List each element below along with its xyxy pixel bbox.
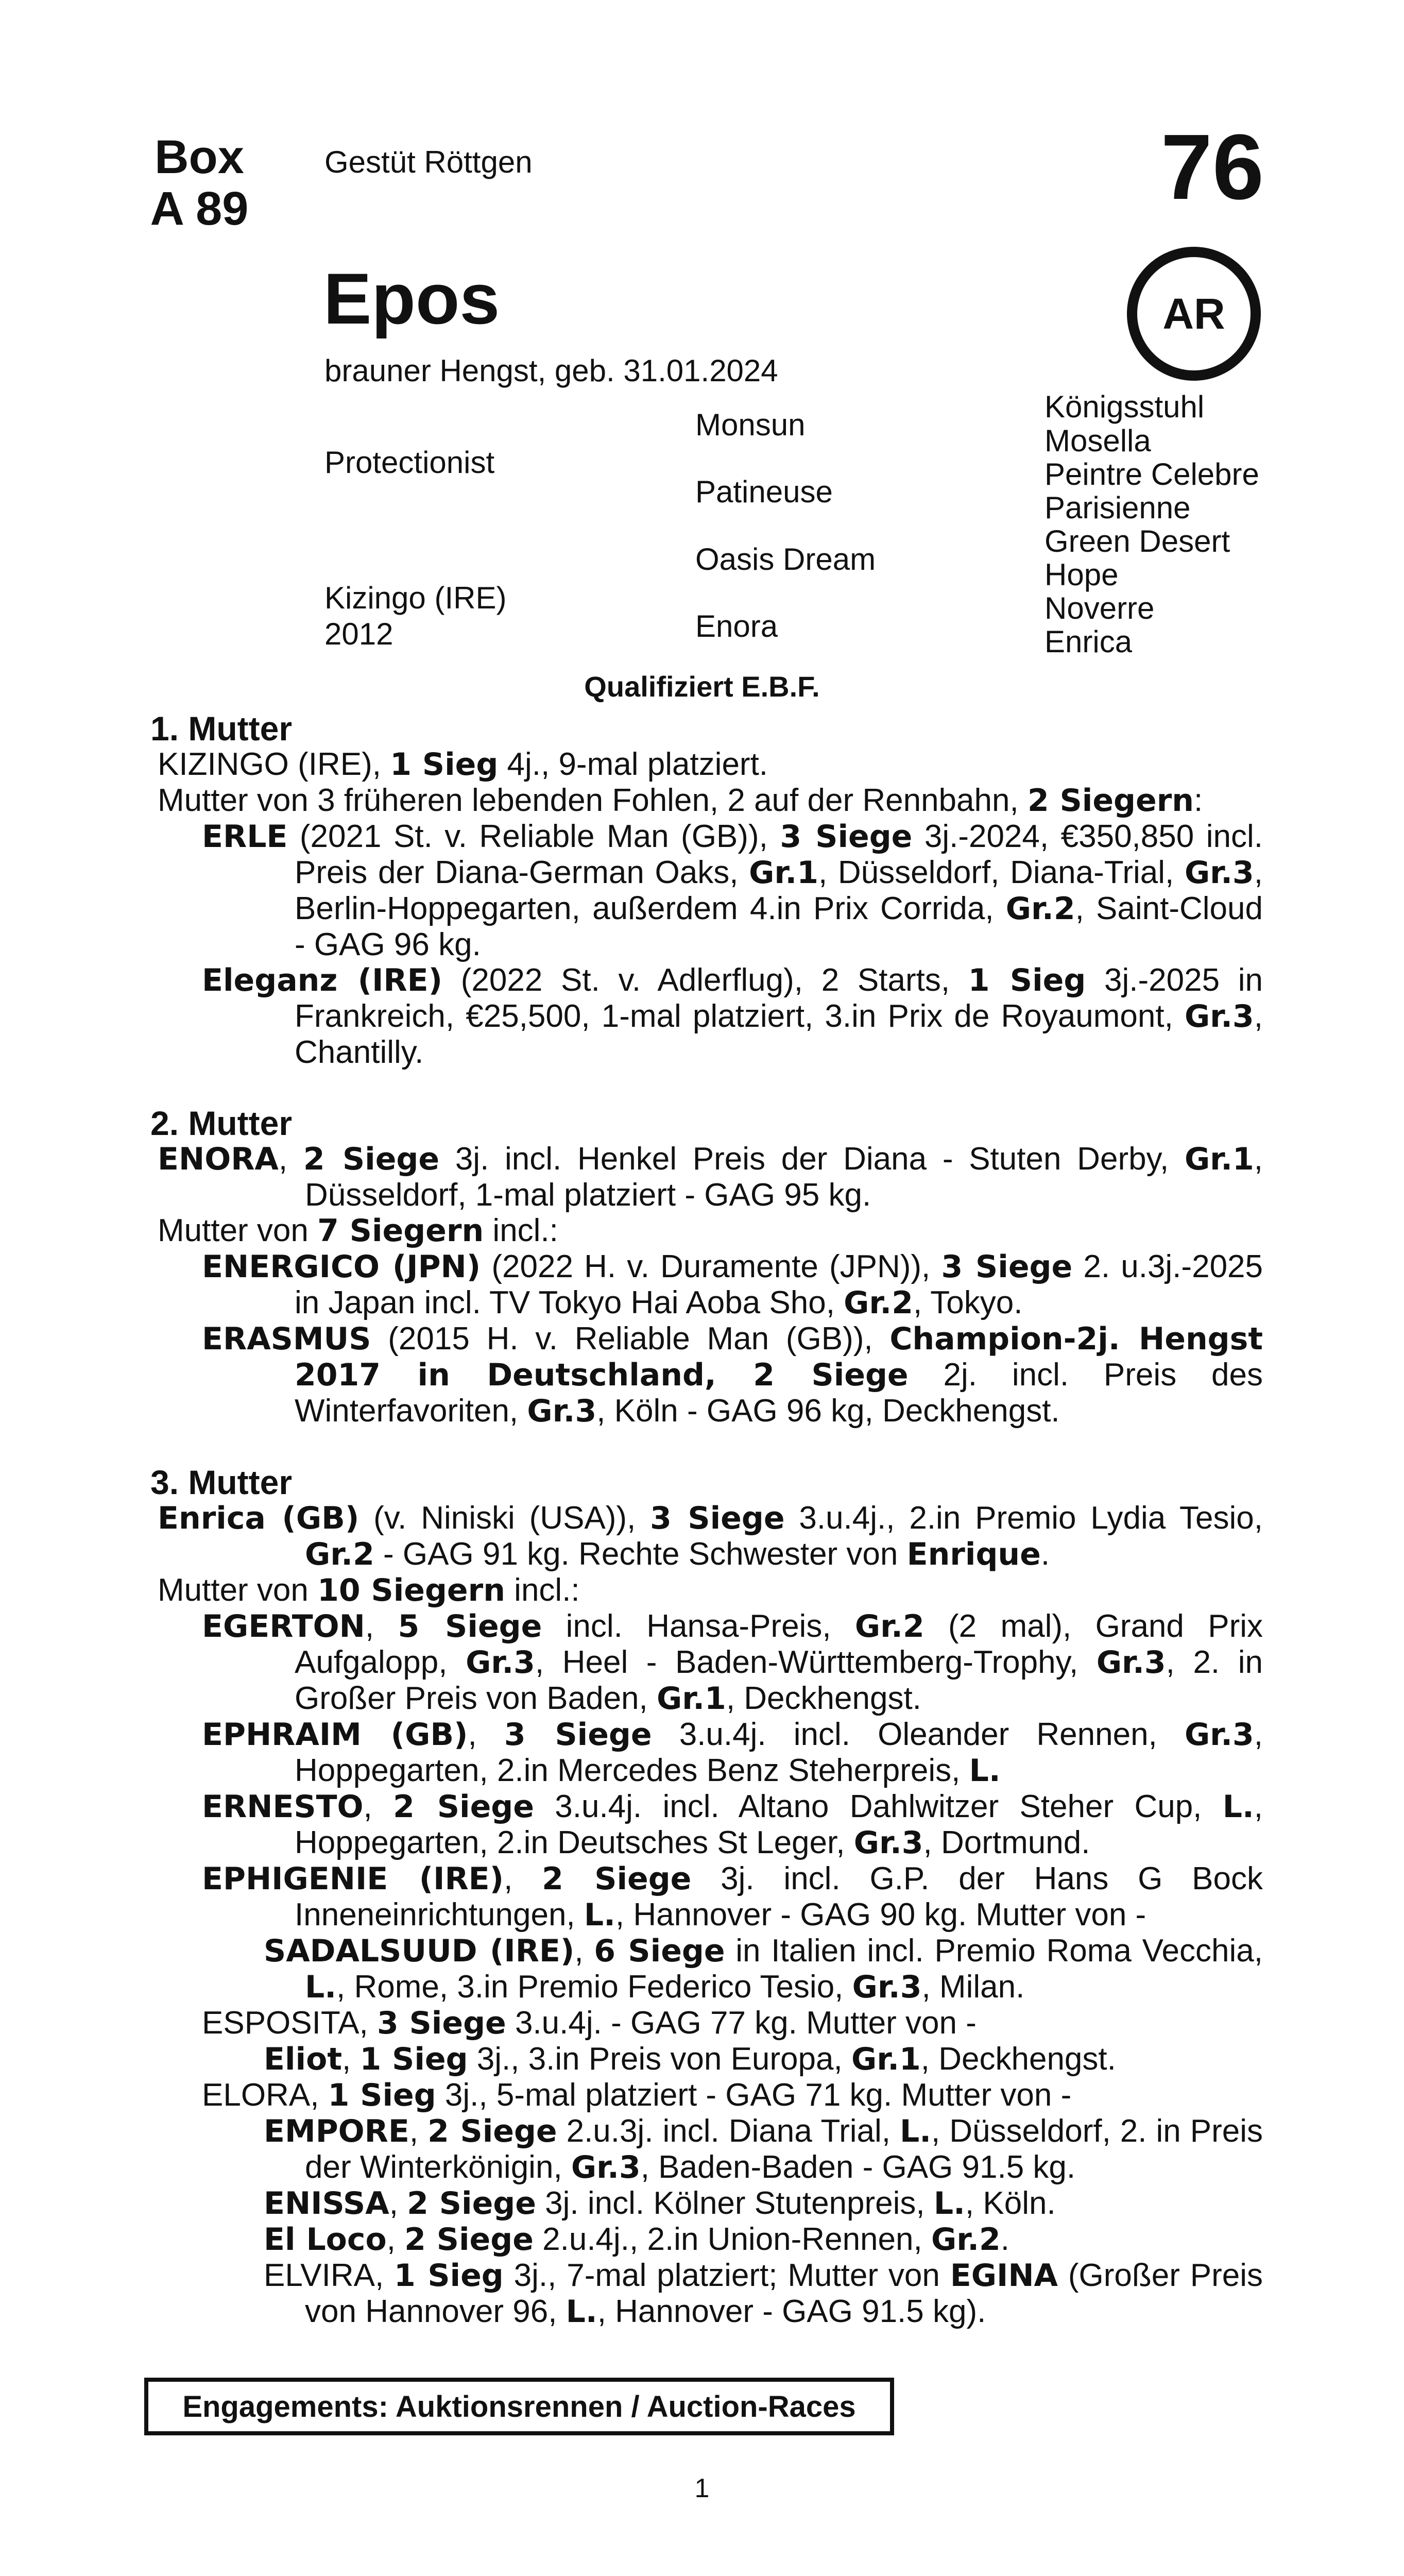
grand-offspring-entry: EMPORE, 2 Siege 2.u.3j. incl. Diana Trial, L., Düsseldorf, 2. in Preis der Winterkönigin, Gr.3, Baden-Baden - GAG 91.5 kg.	[264, 2113, 1263, 2185]
qualification: Qualifiziert E.B.F.	[584, 670, 820, 703]
pedigree-great-grandparent: Parisienne	[1045, 490, 1191, 525]
pedigree-great-grandparent: Noverre	[1045, 591, 1155, 625]
breeder: Gestüt Röttgen	[324, 145, 533, 179]
pedigree-grandparent: Patineuse	[695, 474, 833, 509]
pedigree-dam-year: 2012	[324, 617, 393, 651]
engagements-box: Engagements: Auktionsrennen / Auction-Races	[144, 2378, 894, 2435]
offspring-entry: EPHIGENIE (IRE), 2 Siege 3j. incl. G.P. der Hans G Bock Inneneinrichtungen, L., Hannover - GAG 90 kg. Mutter von -	[202, 1861, 1263, 1933]
second-dam-produce: Mutter von 7 Siegern incl.:	[158, 1213, 558, 1249]
offspring-entry: ERLE (2021 St. v. Reliable Man (GB)), 3 Siege 3j.-2024, €350,850 incl. Preis der Diana-German Oaks, Gr.1, Düsseldorf, Diana-Trial, Gr.3, Berlin-Hoppegarten, außerdem 4.in Prix Corrida, Gr.2, Saint-Cloud - GAG 96 kg.	[202, 819, 1263, 962]
second-dam-heading: 2. Mutter	[150, 1104, 293, 1142]
first-dam-line: KIZINGO (IRE), 1 Sieg 4j., 9-mal platziert.	[158, 747, 768, 783]
pedigree-dam: Kizingo (IRE)	[324, 581, 507, 615]
grand-offspring-entry: ELVIRA, 1 Sieg 3j., 7-mal platziert; Mutter von EGINA (Großer Preis von Hannover 96, L., Hannover - GAG 91.5 kg).	[264, 2258, 1263, 2330]
pedigree-sire: Protectionist	[324, 445, 495, 480]
pedigree-grandparent: Monsun	[695, 408, 806, 442]
offspring-entry: ESPOSITA, 3 Siege 3.u.4j. - GAG 77 kg. Mutter von -	[202, 2005, 977, 2041]
grand-offspring-entry: El Loco, 2 Siege 2.u.4j., 2.in Union-Rennen, Gr.2.	[264, 2222, 1010, 2258]
family-section	[150, 711, 1263, 2330]
pedigree-great-grandparent: Hope	[1045, 557, 1119, 592]
pedigree-great-grandparent: Peintre Celebre	[1045, 457, 1259, 492]
offspring-entry: ERASMUS (2015 H. v. Reliable Man (GB)), Champion-2j. Hengst 2017 in Deutschland, 2 Siege 2j. incl. Preis des Winterfavoriten, Gr.3, Köln - GAG 96 kg, Deckhengst.	[202, 1321, 1263, 1429]
grand-offspring-entry: SADALSUUD (IRE), 6 Siege in Italien incl. Premio Roma Vecchia, L., Rome, 3.in Premio Federico Tesio, Gr.3, Milan.	[264, 1933, 1263, 2005]
pedigree-grandparent: Enora	[695, 609, 778, 643]
horse-name: Epos	[323, 258, 500, 339]
third-dam-heading: 3. Mutter	[150, 1463, 293, 1501]
offspring-entry: Eleganz (IRE) (2022 St. v. Adlerflug), 2 Starts, 1 Sieg 3j.-2025 in Frankreich, €25,500, 1-mal platziert, 3.in Prix de Royaumont, Gr.3, Chantilly.	[202, 962, 1263, 1070]
page-number: 1	[694, 2473, 710, 2503]
pedigree-great-grandparent: Enrica	[1045, 624, 1133, 659]
pedigree-great-grandparent: Mosella	[1045, 423, 1151, 458]
pedigree-great-grandparent: Green Desert	[1045, 524, 1230, 558]
grand-offspring-entry: ENISSA, 2 Siege 3j. incl. Kölner Stutenpreis, L., Köln.	[264, 2185, 1056, 2222]
second-dam-line: ENORA, 2 Siege 3j. incl. Henkel Preis der Diana - Stuten Derby, Gr.1, Düsseldorf, 1-mal platziert - GAG 95 kg.	[158, 1141, 1263, 1213]
offspring-entry: EGERTON, 5 Siege incl. Hansa-Preis, Gr.2 (2 mal), Grand Prix Aufgalopp, Gr.3, Heel - Baden-Württemberg-Trophy, Gr.3, 2. in Großer Preis von Baden, Gr.1, Deckhengst.	[202, 1608, 1263, 1717]
horse-description: brauner Hengst, geb. 31.01.2024	[324, 353, 778, 388]
box-number	[140, 131, 259, 234]
box-label: Box	[155, 131, 244, 183]
pedigree-great-grandparent: Königsstuhl	[1045, 389, 1205, 424]
third-dam-line: Enrica (GB) (v. Niniski (USA)), 3 Siege 3.u.4j., 2.in Premio Lydia Tesio, Gr.2 - GAG 91 kg. Rechte Schwester von Enrique.	[158, 1500, 1263, 1572]
ar-badge: AR	[1127, 247, 1261, 381]
pedigree-grandparent: Oasis Dream	[695, 542, 876, 577]
offspring-entry: EPHRAIM (GB), 3 Siege 3.u.4j. incl. Oleander Rennen, Gr.3, Hoppegarten, 2.in Mercedes Benz Steherpreis, L.	[202, 1717, 1263, 1789]
offspring-entry: ERNESTO, 2 Siege 3.u.4j. incl. Altano Dahlwitzer Steher Cup, L., Hoppegarten, 2.in Deutsches St Leger, Gr.3, Dortmund.	[202, 1789, 1263, 1861]
grand-offspring-entry: Eliot, 1 Sieg 3j., 3.in Preis von Europa, Gr.1, Deckhengst.	[264, 2041, 1116, 2077]
offspring-entry: ENERGICO (JPN) (2022 H. v. Duramente (JPN)), 3 Siege 2. u.3j.-2025 in Japan incl. TV Tokyo Hai Aoba Sho, Gr.2, Tokyo.	[202, 1249, 1263, 1321]
first-dam-heading: 1. Mutter	[150, 709, 293, 748]
third-dam-produce: Mutter von 10 Siegern incl.:	[158, 1572, 580, 1608]
lot-number: 76	[1160, 115, 1264, 219]
box-id: A 89	[150, 182, 249, 235]
offspring-entry: ELORA, 1 Sieg 3j., 5-mal platziert - GAG 71 kg. Mutter von -	[202, 2077, 1072, 2113]
first-dam-produce: Mutter von 3 früheren lebenden Fohlen, 2 auf der Rennbahn, 2 Siegern:	[158, 783, 1203, 819]
